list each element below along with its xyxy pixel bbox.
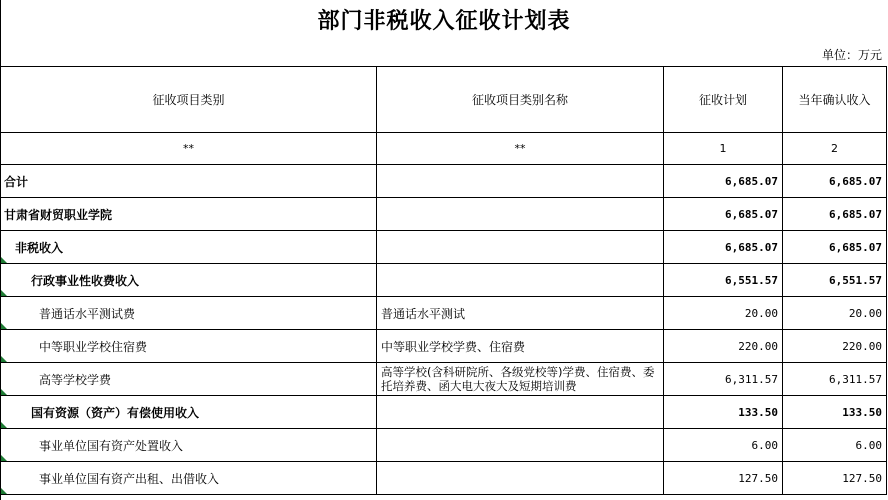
- table-row[interactable]: [1, 330, 887, 363]
- plan-cell[interactable]: 220.00: [664, 330, 783, 363]
- category-cell[interactable]: [1, 231, 377, 264]
- cell-marker-icon: [1, 389, 7, 395]
- plan-cell[interactable]: 6,685.07: [664, 231, 783, 264]
- confirmed-cell[interactable]: 220.00: [783, 330, 887, 363]
- index-cell: 1: [664, 133, 783, 165]
- name-cell[interactable]: [377, 264, 664, 297]
- table-row[interactable]: [1, 198, 887, 231]
- index-row: [1, 133, 887, 165]
- table-row[interactable]: [1, 429, 887, 462]
- page-title: 部门非税收入征收计划表: [317, 9, 571, 34]
- table-row[interactable]: [1, 231, 887, 264]
- table-row[interactable]: [1, 165, 887, 198]
- cell-marker-icon: [1, 455, 7, 461]
- plan-cell[interactable]: 127.50: [664, 462, 783, 495]
- revenue-plan-table: [0, 66, 887, 495]
- confirmed-cell[interactable]: 20.00: [783, 297, 887, 330]
- plan-cell[interactable]: 6,685.07: [664, 198, 783, 231]
- name-cell[interactable]: 高等学校(含科研院所、各级党校等)学费、住宿费、委托培养费、函大电大夜大及短期培训费: [377, 363, 664, 396]
- category-cell[interactable]: [1, 462, 377, 495]
- table-row[interactable]: [1, 264, 887, 297]
- name-cell[interactable]: [377, 462, 664, 495]
- category-text: 行政事业性收费收入: [31, 273, 140, 288]
- cell-marker-icon: [1, 488, 7, 494]
- category-text: 国有资源（资产）有偿使用收入: [31, 405, 200, 420]
- category-cell[interactable]: [1, 330, 377, 363]
- plan-cell[interactable]: 6.00: [664, 429, 783, 462]
- category-text: 普通话水平测试费: [39, 306, 136, 321]
- category-text: 高等学校学费: [39, 372, 112, 387]
- plan-cell[interactable]: 133.50: [664, 396, 783, 429]
- category-cell[interactable]: [1, 396, 377, 429]
- category-text: 事业单位国有资产处置收入: [39, 438, 184, 453]
- cell-marker-icon: [1, 257, 7, 263]
- confirmed-cell[interactable]: 6,685.07: [783, 198, 887, 231]
- header-row: [1, 67, 887, 133]
- name-cell[interactable]: 中等职业学校学费、住宿费: [377, 330, 664, 363]
- index-cell: 2: [783, 133, 887, 165]
- table-row[interactable]: [1, 396, 887, 429]
- col-header-plan: 征收计划: [664, 67, 783, 133]
- name-cell[interactable]: [377, 231, 664, 264]
- confirmed-cell[interactable]: 6,685.07: [783, 231, 887, 264]
- name-cell[interactable]: [377, 198, 664, 231]
- confirmed-cell[interactable]: 127.50: [783, 462, 887, 495]
- col-header-category: 征收项目类别: [1, 67, 377, 133]
- name-cell[interactable]: [377, 165, 664, 198]
- name-cell[interactable]: 普通话水平测试: [377, 297, 664, 330]
- cell-marker-icon: [1, 323, 7, 329]
- cell-marker-icon: [1, 356, 7, 362]
- confirmed-cell[interactable]: 6,685.07: [783, 165, 887, 198]
- category-text: 非税收入: [15, 240, 64, 255]
- col-header-name: 征收项目类别名称: [377, 67, 664, 133]
- confirmed-cell[interactable]: 6,311.57: [783, 363, 887, 396]
- name-cell[interactable]: [377, 429, 664, 462]
- col-header-confirmed: 当年确认收入: [783, 67, 887, 133]
- category-cell[interactable]: [1, 297, 377, 330]
- category-cell[interactable]: 甘肃省财贸职业学院: [1, 198, 377, 231]
- name-cell[interactable]: [377, 396, 664, 429]
- cell-marker-icon: [1, 290, 7, 296]
- category-cell[interactable]: [1, 429, 377, 462]
- table-row[interactable]: [1, 462, 887, 495]
- cell-marker-icon: [1, 422, 7, 428]
- unit-label: 单位：万元: [821, 48, 882, 62]
- index-cell: **: [377, 133, 664, 165]
- category-cell[interactable]: 合计: [1, 165, 377, 198]
- confirmed-cell[interactable]: 133.50: [783, 396, 887, 429]
- category-text: 中等职业学校住宿费: [39, 339, 148, 354]
- category-cell[interactable]: [1, 363, 377, 396]
- plan-cell[interactable]: 6,311.57: [664, 363, 783, 396]
- table-row[interactable]: [1, 297, 887, 330]
- plan-cell[interactable]: 20.00: [664, 297, 783, 330]
- index-cell: **: [1, 133, 377, 165]
- category-text: 事业单位国有资产出租、出借收入: [39, 471, 220, 486]
- table-row[interactable]: [1, 363, 887, 396]
- confirmed-cell[interactable]: 6,551.57: [783, 264, 887, 297]
- confirmed-cell[interactable]: 6.00: [783, 429, 887, 462]
- category-cell[interactable]: [1, 264, 377, 297]
- plan-cell[interactable]: 6,685.07: [664, 165, 783, 198]
- plan-cell[interactable]: 6,551.57: [664, 264, 783, 297]
